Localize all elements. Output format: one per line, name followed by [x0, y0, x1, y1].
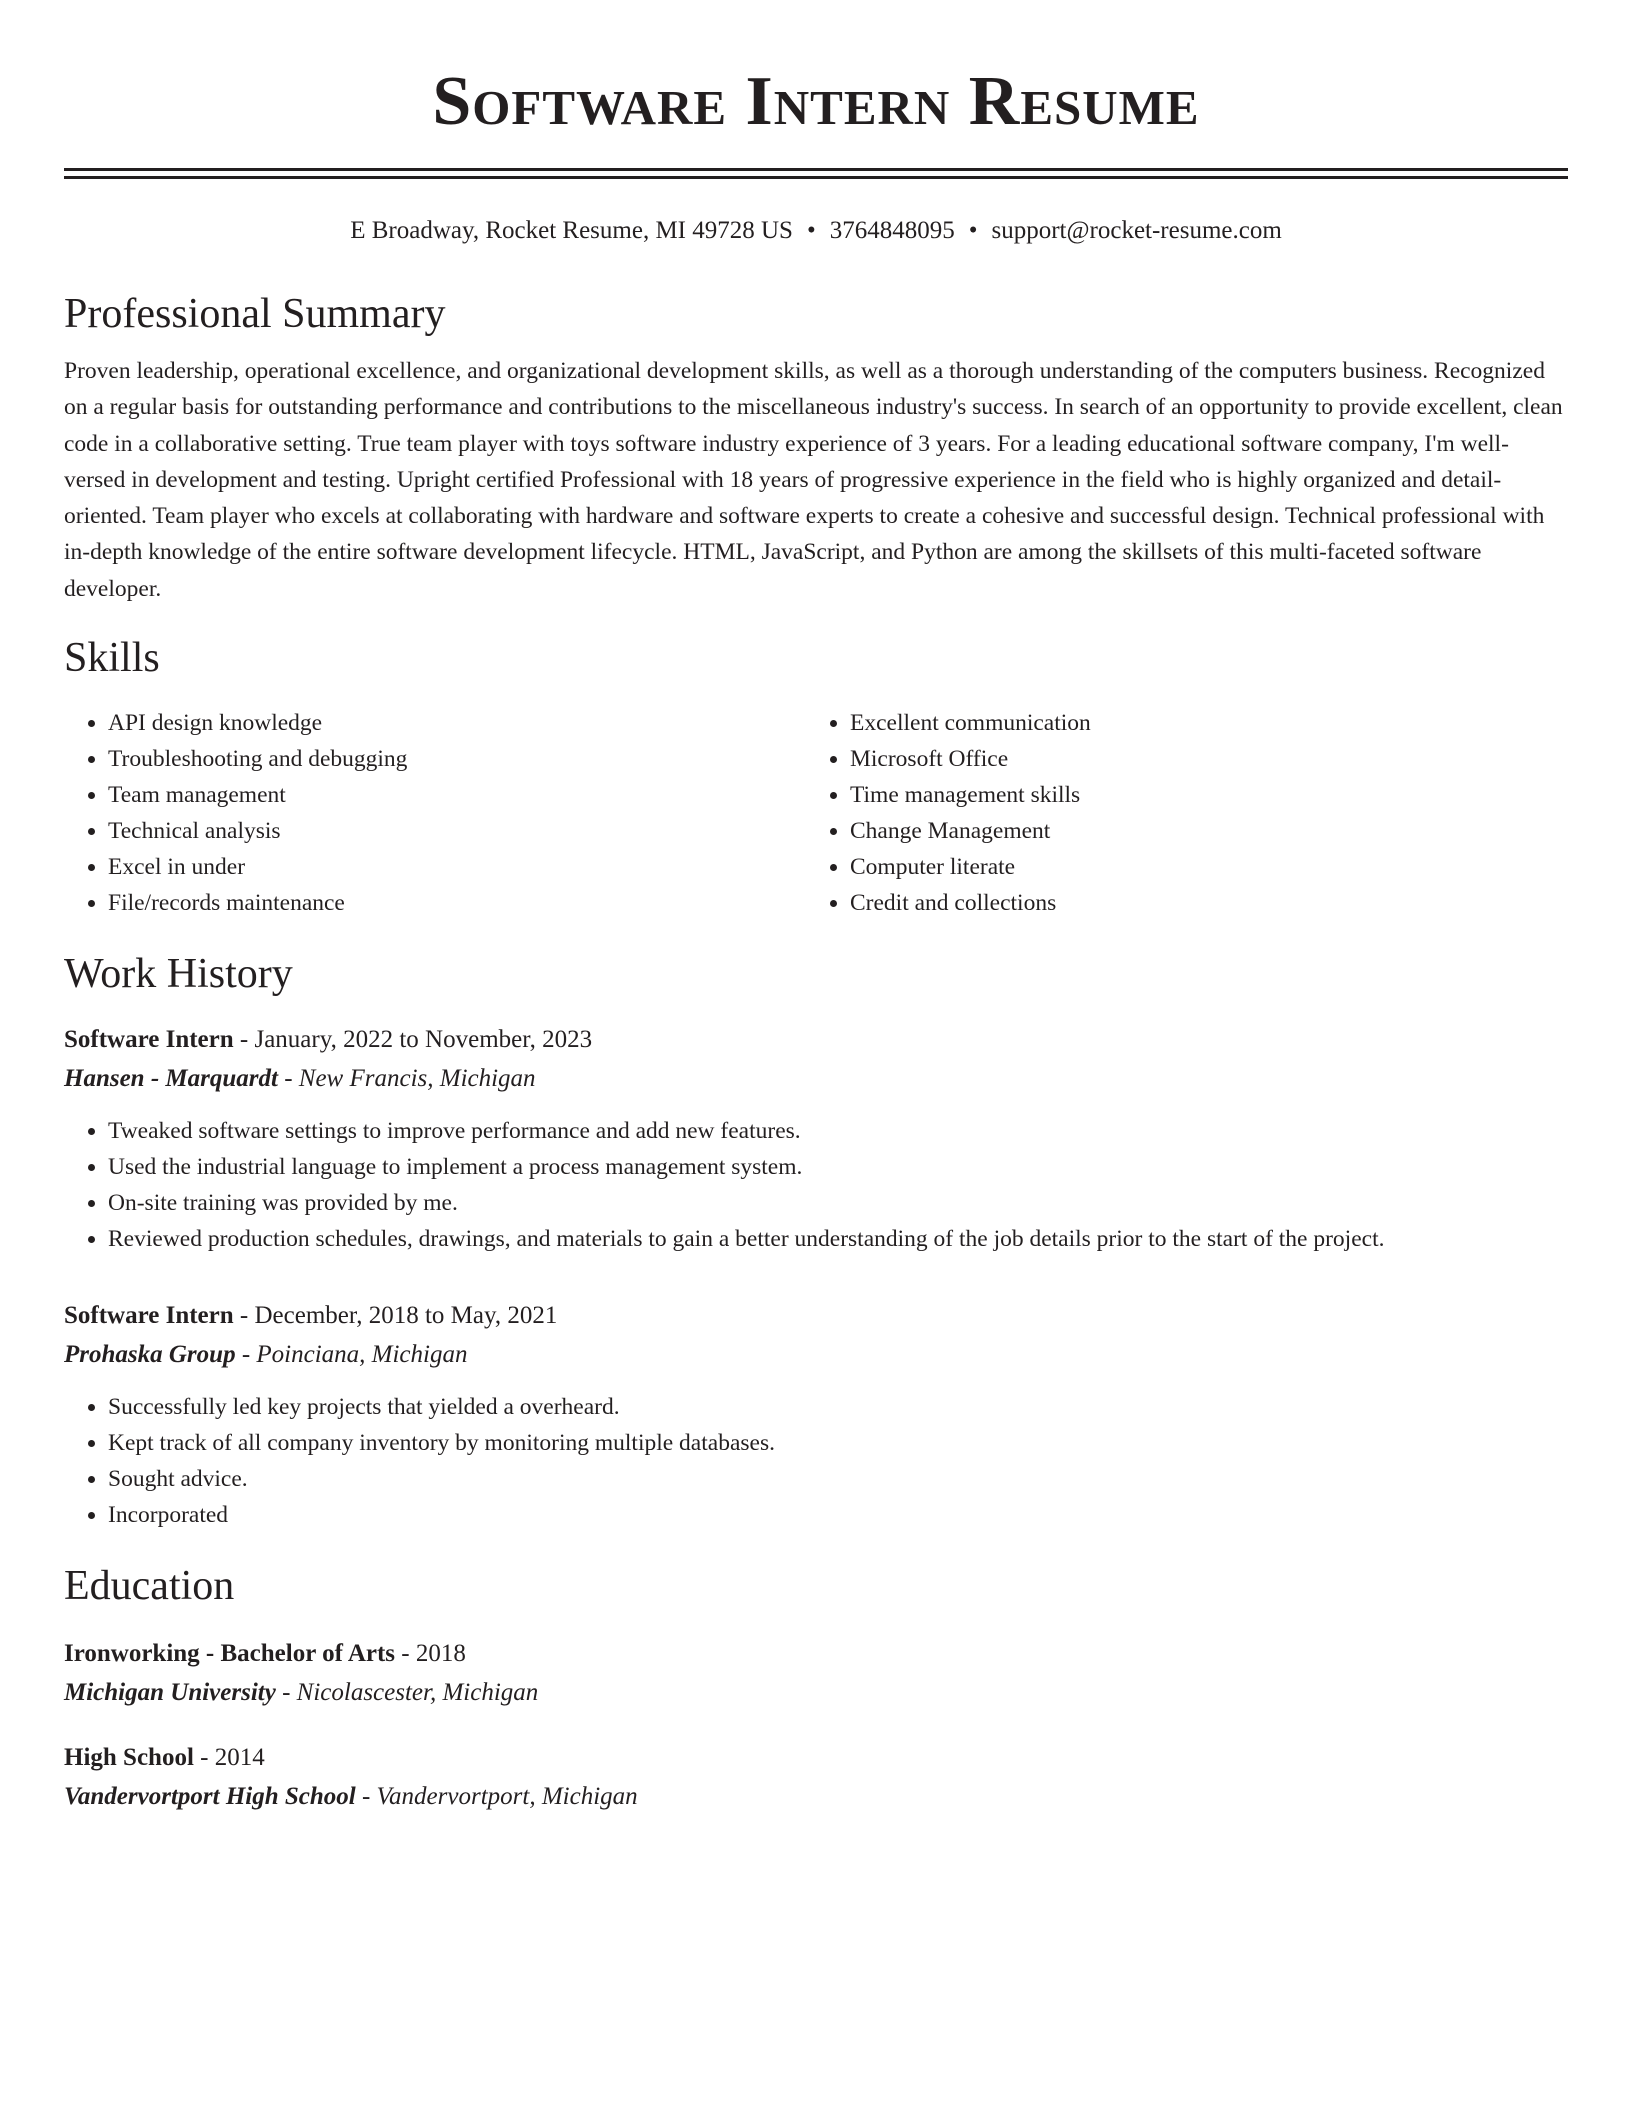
job-company: Prohaska Group [64, 1341, 236, 1369]
resume-title: Software Intern Resume [432, 63, 1200, 140]
education-school-line [64, 1673, 1568, 1713]
skill-item: • Team management [108, 777, 806, 813]
education-school: Vandervortport High School [64, 1783, 356, 1811]
contact-phone: 3764848095 [829, 217, 955, 244]
job-entry [64, 1021, 1568, 1257]
job-location: - New Francis, Michigan [284, 1065, 536, 1093]
contact-line [64, 215, 1568, 247]
job-company-line [64, 1059, 1568, 1099]
job-bullet: • Successfully led key projects that yielded a overheard. [108, 1389, 1568, 1425]
job-bullet: • Used the industrial language to implement a process management system. [108, 1149, 1568, 1185]
education-degree-line [64, 1635, 1568, 1673]
education-degree-line [64, 1739, 1568, 1777]
job-location: - Poinciana, Michigan [241, 1341, 468, 1369]
skills-heading: Skills [64, 635, 160, 682]
skills-right-list [806, 705, 1550, 921]
skill-item: • File/records maintenance [108, 885, 806, 921]
job-bullet: • Tweaked software settings to improve performance and add new features. [108, 1113, 1568, 1149]
job-dates: - December, 2018 to May, 2021 [239, 1302, 558, 1330]
skill-item: • Microsoft Office [850, 741, 1550, 777]
contact-address: E Broadway, Rocket Resume, MI 49728 US [350, 217, 793, 244]
job-bullets [64, 1389, 1568, 1533]
contact-separator: • [806, 217, 816, 244]
skill-item: • Credit and collections [850, 885, 1550, 921]
education-year: - 2018 [401, 1640, 466, 1668]
education-location: - Vandervortport, Michigan [361, 1783, 638, 1811]
skill-item: • Change Management [850, 813, 1550, 849]
job-bullets [64, 1113, 1568, 1257]
skill-item: • Troubleshooting and debugging [108, 741, 806, 777]
job-bullet: • Incorporated [108, 1497, 1568, 1533]
job-bullet: • Sought advice. [108, 1461, 1568, 1497]
skill-item: • Technical analysis [108, 813, 806, 849]
education-school-line [64, 1777, 1568, 1817]
skills-left-list [64, 705, 806, 921]
job-entry [64, 1297, 1568, 1533]
job-bullet: • Kept track of all company inventory by monitoring multiple databases. [108, 1425, 1568, 1461]
education-location: - Nicolascester, Michigan [282, 1679, 539, 1707]
job-company: Hansen - Marquardt [64, 1065, 278, 1093]
skill-item: • API design knowledge [108, 705, 806, 741]
education-entry [64, 1739, 1568, 1817]
job-title-line [64, 1021, 1568, 1059]
job-title: Software Intern [64, 1302, 234, 1330]
skill-item: • Excel in under [108, 849, 806, 885]
job-title-line [64, 1297, 1568, 1335]
education-entry [64, 1635, 1568, 1713]
job-bullet: • On-site training was provided by me. [108, 1185, 1568, 1221]
education-degree: High School [64, 1744, 194, 1772]
summary-heading: Professional Summary [64, 291, 446, 337]
summary-text: Proven leadership, operational excellence, and organizational development skills, as well as a thorough understanding of the computers business. Recognized on a regular basis for outstanding performance and contributions to the miscellaneous industry's success. In search of an opportunity to provide excellent, clean code in a collaborative setting. True team player with toys software industry experience of 3 years. For a leading educational software company, I'm well-versed in development and testing. Upright certified Professional with 18 years of progressive experience in the field who is highly organized and detail-oriented. Team player who excels at collaborating with hardware and software experts to create a cohesive and successful design. Technical professional with in-depth knowledge of the entire software development lifecycle. HTML, JavaScript, and Python are among the skillsets of this multi-faceted software developer. [64, 358, 1563, 602]
job-company-line [64, 1335, 1568, 1375]
skill-item: • Excellent communication [850, 705, 1550, 741]
skills-columns [64, 705, 1568, 921]
job-dates: - January, 2022 to November, 2023 [239, 1026, 593, 1054]
education-degree: Ironworking - Bachelor of Arts [64, 1640, 396, 1668]
contact-email: support@rocket-resume.com [991, 217, 1282, 244]
title-double-rule [64, 168, 1568, 179]
skill-item: • Computer literate [850, 849, 1550, 885]
skill-item: • Time management skills [850, 777, 1550, 813]
education-school: Michigan University [64, 1679, 276, 1707]
job-title: Software Intern [64, 1026, 234, 1054]
education-year: - 2014 [200, 1744, 265, 1772]
contact-separator: • [968, 217, 978, 244]
work-history-heading: Work History [64, 951, 293, 998]
job-bullet: • Reviewed production schedules, drawings, and materials to gain a better understanding of the job details prior to the start of the project. [108, 1221, 1568, 1257]
education-heading: Education [64, 1563, 235, 1610]
